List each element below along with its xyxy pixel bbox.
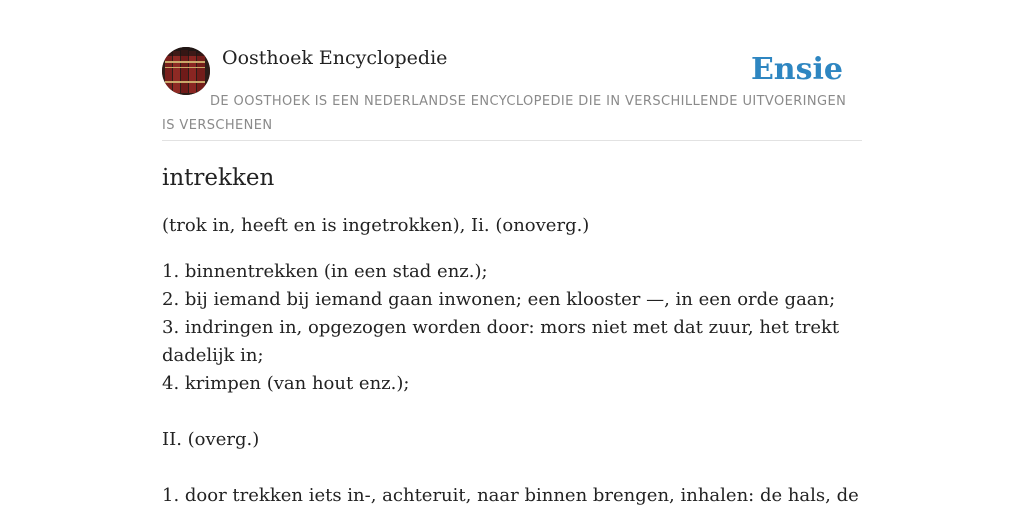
definition-line: 1. door trekken iets in-, achteruit, naar binnen brengen, inhalen: de hals, de xyxy=(162,485,859,506)
encyclopedia-books-icon[interactable] xyxy=(162,47,210,95)
definition-line xyxy=(162,454,862,482)
entry-definition xyxy=(162,258,862,510)
entry-content xyxy=(162,160,862,510)
definition-line xyxy=(162,398,862,426)
definition-line: 4. krimpen (van hout enz.); xyxy=(162,373,410,394)
entry-grammar: (trok in, heeft en is ingetrokken), Ii. (onoverg.) xyxy=(162,215,590,236)
definition-line: 1. binnentrekken (in een stad enz.); xyxy=(162,261,488,282)
definition-line: 3. indringen in, opgezogen worden door: mors niet met dat zuur, het trekt dadelijk in; xyxy=(162,317,840,366)
definition-line: 2. bij iemand bij iemand gaan inwonen; een klooster —, in een orde gaan; xyxy=(162,289,836,310)
definition-line: II. (overg.) xyxy=(162,429,260,450)
site-title[interactable]: Oosthoek Encyclopedie xyxy=(222,47,448,69)
entry-title: intrekken xyxy=(162,165,275,191)
ensie-logo[interactable]: Ensie xyxy=(750,52,843,87)
site-header xyxy=(162,46,862,141)
site-tagline: DE OOSTHOEK IS EEN NEDERLANDSE ENCYCLOPEDIE DIE IN VERSCHILLENDE UITVOERINGEN IS VERSCHENEN xyxy=(162,94,847,133)
